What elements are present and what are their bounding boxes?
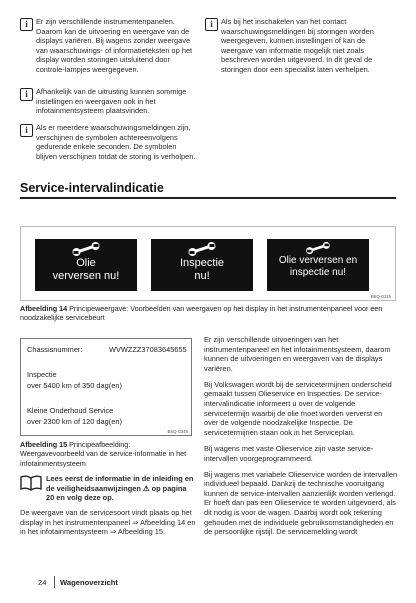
display-panel-oil	[35, 239, 137, 291]
wrench-icon	[72, 241, 100, 257]
info-note-text: Als bij het inschakelen van het contact waarschuwingsmeldingen bij storingen worden weergegeven, kunnen instellingen of kan de weergave van informatie mogelijk niet zoals beschreven worden uitgevoerd. In dit geval de storingen door een specialist laten verhelpen.	[221, 17, 374, 74]
footer-divider	[54, 576, 55, 588]
info-icon: i	[20, 124, 33, 137]
display-panel-oil-inspection	[267, 239, 369, 291]
info-icon: i	[205, 18, 218, 31]
info-note-text: Er zijn verschillende instrumentenpanelen. Daarom kan de uitvoering en weergave van de displays variëren. Bij wagens zonder weergave van waarschuwings- of informatieteksten op het display worden storingen uitsluitend door controle-lampjes weergegeven.	[36, 17, 193, 74]
display-panel-inspection	[151, 239, 253, 291]
panel-label: Inspectie nu!	[179, 257, 225, 282]
paragraph: Bij Volkswagen wordt bij de servicetermijnen onderscheid gemaakt tussen Olieservice en Inspecties. De service-intervalindicatie informeert u over de volgende servicetermijn waarbij de olie moet worden ververst en over de volgende noodzakelijke Inspectie. De servicetermijnen staan ook in het Serviceplan.	[204, 379, 392, 437]
chassis-label: Chassisnummer:	[27, 345, 83, 354]
read-first-note	[20, 474, 196, 503]
inspection-title: Inspectie	[27, 370, 57, 379]
info-note-4	[205, 17, 397, 75]
chassis-value: WVWZZZ37083645655	[109, 345, 187, 354]
figure-code: B5Q-0345	[167, 429, 188, 434]
info-note-1	[20, 17, 196, 75]
caption-label: Afbeelding 14	[20, 304, 68, 313]
figure-14	[20, 226, 396, 301]
info-icon: i	[20, 88, 33, 101]
wrench-icon	[188, 241, 216, 257]
info-icon: i	[20, 18, 33, 31]
maintenance-detail: over 2300 km of 120 dag(en)	[27, 417, 122, 426]
caption-text: Principeafbeelding: Weergavevoorbeeld van de service-informatie in het infotainmentsysteem	[20, 440, 187, 468]
section-rule	[20, 197, 396, 199]
paragraph: Bij wagens met vaste Olieservice zijn vaste service-intervallen voorgeprogrammeerd.	[204, 443, 374, 463]
figure-code: B6Q-0115	[370, 294, 391, 299]
figure-15	[20, 338, 192, 436]
info-note-text: Afhankelijk van de uitrusting kunnen sommige instellingen en weergaven ook in het infotainmentsysteem plaatsvinden.	[36, 87, 187, 116]
maintenance-title: Kleine Onderhoud Service	[27, 406, 114, 415]
wrench-icon	[304, 241, 332, 255]
info-note-2	[20, 87, 196, 116]
page-number: 24	[38, 578, 47, 587]
footer-section: Wagenoverzicht	[60, 578, 118, 587]
info-note-3	[20, 123, 196, 161]
paragraph-display: De weergave van de servicesoort vindt plaats op het display in het instrumentenpaneel ⇒ Afbeelding 14 en in het infotainmentsysteem ⇒ Afbeelding 15.	[20, 508, 196, 537]
section-title: Service-intervalindicatie	[20, 181, 164, 195]
caption-text: Principeweergave: Voorbeelden van weergaven op het display in het instrumentenpaneel voor een noodzakelijke servicebeurt	[20, 304, 383, 323]
right-column	[204, 335, 398, 543]
figure-14-caption	[20, 304, 398, 323]
paragraph: Bij wagens met variabele Olieservice worden de intervallen individueel bepaald. Dankzij de technische vooruitgang kunnen de service-intervallen aanzienlijk worden verlengd. Er hoeft dan pas een Olieservice te worden uitgevoerd, als dit nodig is voor de wagen. Daarbij wordt ook rekening gehouden met de individuele gebruiksomstandigheden en de persoonlijke rijstijl. De servicemelding wordt	[204, 469, 398, 537]
panel-label: Olie verversen nu!	[52, 257, 120, 282]
panel-label: Olie verversen en inspectie nu!	[278, 255, 358, 278]
info-note-text: Als er meerdere waarschuwingsmeldingen zijn, verschijnen de symbolen achtereenvolgens gedurende enkele seconden. De symbolen blijven verschijnen totdat de storing is verholpen.	[36, 123, 196, 161]
paragraph: Er zijn verschillende uitvoeringen van het instrumentenpaneel en het infotainmentsysteem, daarom kunnen de uitvoeringen en weergaven van de displays variëren.	[204, 335, 391, 373]
figure-15-caption	[20, 440, 192, 468]
read-first-text: Lees eerst de informatie in de inleiding en de veiligheidsaanwijzingen ⚠ op pagina 20 en volg deze op.	[46, 474, 194, 503]
book-icon	[20, 475, 42, 491]
inspection-detail: over 5400 km of 350 dag(en)	[27, 381, 122, 390]
caption-label: Afbeelding 15	[20, 440, 68, 449]
